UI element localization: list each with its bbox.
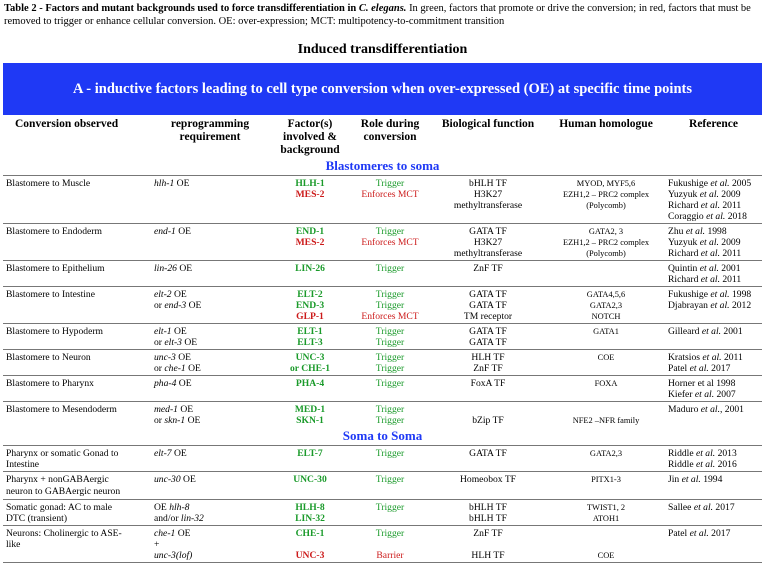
homologue-cell <box>547 402 665 428</box>
function-cell <box>429 261 547 287</box>
table-caption <box>4 2 761 28</box>
role-line: Trigger <box>375 448 405 459</box>
table-row <box>3 376 762 402</box>
factor-line <box>272 539 348 550</box>
reference-line: Richard et al. 2011 <box>668 248 742 259</box>
conversion-line: Pharynx + nonGABAergic <box>6 474 109 485</box>
data-table <box>3 115 762 563</box>
role-line: Trigger <box>375 404 405 415</box>
reference-cell <box>665 224 762 261</box>
factor-line: ELT-7 <box>297 448 323 459</box>
reference-line: Fukushige et al. 1998 <box>668 289 752 300</box>
function-cell <box>429 402 547 428</box>
requirement-line: lin-26 OE <box>154 263 193 274</box>
conversion-line: Blastomere to Mesendoderm <box>6 404 117 415</box>
homologue-line: GATA2,3 <box>589 449 623 458</box>
requirement-line: elt-2 OE <box>154 289 187 300</box>
requirement-line: med-1 OE <box>154 404 194 415</box>
factor-line: HLH-1 <box>295 178 325 189</box>
homologue-line: COE <box>597 353 615 362</box>
homologue-cell <box>547 224 665 261</box>
factor-line: SKN-1 <box>296 415 324 426</box>
function-cell <box>429 324 547 350</box>
reference-line: Patel et al. 2017 <box>668 528 731 539</box>
conversion-line: Intestine <box>6 459 40 470</box>
function-line: GATA TF <box>469 337 507 348</box>
reference-line: Fukushige et al. 2005 <box>668 178 752 189</box>
reference-line: Yuzyuk et al. 2009 <box>668 189 741 200</box>
reference-line: Djabrayan et al. 2012 <box>668 300 752 311</box>
conversion-cell <box>3 526 151 563</box>
role-line: Trigger <box>375 178 405 189</box>
requirement-line: unc-30 OE <box>154 474 196 485</box>
function-line: GATA TF <box>469 226 507 237</box>
factor-cell <box>269 472 351 487</box>
homologue-cell <box>547 324 665 350</box>
homologue-line: PITX1-3 <box>591 475 621 484</box>
category-banner: A - inductive factors leading to cell type conversion when over-expressed (OE) at specific time points <box>3 63 762 115</box>
homologue-line: NFE2 –NFR family <box>572 416 640 425</box>
table-row <box>3 224 762 261</box>
section-title-soma: Soma to Soma <box>342 428 423 443</box>
reference-line: Kratsios et al. 2011 <box>668 352 743 363</box>
reference-cell <box>665 402 762 428</box>
function-line: TM receptor <box>463 311 513 322</box>
requirement-line: or skn-1 OE <box>154 415 201 426</box>
factor-line: UNC-30 <box>293 474 327 485</box>
role-cell <box>351 526 429 563</box>
reference-line: Richard et al. 2011 <box>668 274 742 285</box>
factor-cell <box>269 376 351 402</box>
homologue-cell <box>547 287 665 324</box>
factor-line: GLP-1 <box>296 311 324 322</box>
function-line: ZnF TF <box>473 363 503 374</box>
homologue-cell <box>547 486 665 500</box>
homologue-cell <box>547 176 665 224</box>
role-cell <box>351 287 429 324</box>
function-cell <box>429 350 547 376</box>
col-header-reference: Reference <box>689 118 738 130</box>
role-cell <box>351 350 429 376</box>
table-row <box>3 486 762 500</box>
reference-cell <box>665 350 762 376</box>
factor-cell <box>269 176 351 224</box>
function-line: bHLH TF <box>469 513 507 524</box>
requirement-line: unc-3(lof) <box>154 550 193 561</box>
homologue-cell <box>547 500 665 526</box>
table-row <box>3 350 762 376</box>
function-cell <box>429 446 547 472</box>
role-cell <box>351 472 429 487</box>
homologue-line: (Polycomb) <box>586 249 626 258</box>
conversion-line: Neurons: Cholinergic to ASE- <box>6 528 122 539</box>
role-cell <box>351 261 429 287</box>
table-row <box>3 261 762 287</box>
reference-line: Maduro et al., 2001 <box>668 404 744 415</box>
reference-cell <box>665 486 762 500</box>
conversion-cell <box>3 324 151 350</box>
role-cell <box>351 324 429 350</box>
factor-line: MES-2 <box>295 237 325 248</box>
homologue-line: GATA1 <box>593 327 619 336</box>
requirement-cell <box>151 224 269 261</box>
factor-line: MES-2 <box>295 189 325 200</box>
requirement-line: pha-4 OE <box>154 378 192 389</box>
role-line: Barrier <box>376 550 404 561</box>
reference-line: Kiefer et al. 2007 <box>668 389 736 400</box>
function-line: GATA TF <box>469 448 507 459</box>
factor-line: CHE-1 <box>295 528 325 539</box>
caption-description: In green, factors that promote or drive the conversion; in red, factors that must be removed to trigger or enhance cellular conversion. OE: over-expression; MCT: multipotency-to-commitment transition <box>4 3 751 27</box>
reference-line: Riddle et al. 2016 <box>668 459 737 470</box>
requirement-line: end-1 OE <box>154 226 192 237</box>
function-line: bZip TF <box>472 415 504 426</box>
table-row <box>3 402 762 428</box>
conversion-line: Pharynx or somatic Gonad to <box>6 448 119 459</box>
role-cell <box>351 402 429 428</box>
reference-cell <box>665 526 762 563</box>
function-line: bHLH TF <box>469 502 507 513</box>
factor-line: LIN-32 <box>295 513 325 524</box>
homologue-line: GATA2, 3 <box>588 227 624 236</box>
conversion-cell <box>3 176 151 224</box>
reference-cell <box>665 287 762 324</box>
role-line: Enforces MCT <box>361 189 419 200</box>
reference-line: Gilleard et al. 2001 <box>668 326 743 337</box>
role-cell <box>351 486 429 500</box>
role-line: Trigger <box>375 300 405 311</box>
role-line: Trigger <box>375 528 405 539</box>
reference-line: Patel et al. 2017 <box>668 363 731 374</box>
col-header-requirement: reprogramming requirement <box>170 118 250 143</box>
section-title-blastomeres: Blastomeres to soma <box>325 158 440 173</box>
reference-line: Quintin et al. 2001 <box>668 263 741 274</box>
conversion-line: like <box>6 539 21 550</box>
function-line: methyltransferase <box>453 200 523 211</box>
conversion-line: DTC (transient) <box>6 513 68 524</box>
role-cell <box>351 224 429 261</box>
homologue-line: EZH1,2 – PRC2 complex <box>562 238 650 247</box>
reference-cell <box>665 261 762 287</box>
factor-cell <box>269 350 351 376</box>
col-header-conversion: Conversion observed <box>15 118 119 130</box>
reference-line: Zhu et al. 1998 <box>668 226 727 237</box>
requirement-line: hlh-1 OE <box>154 178 190 189</box>
factor-line: or CHE-1 <box>289 363 331 374</box>
requirement-line: che-1 OE <box>154 528 191 539</box>
role-line: Trigger <box>375 378 405 389</box>
homologue-line: (Polycomb) <box>586 201 626 210</box>
table-row <box>3 472 762 487</box>
header-row <box>3 115 762 157</box>
factor-line: END-1 <box>295 226 325 237</box>
reference-line: Sallee et al. 2017 <box>668 502 735 513</box>
requirement-cell <box>151 176 269 224</box>
conversion-line: Blastomere to Pharynx <box>6 378 94 389</box>
function-line: Homeobox TF <box>459 474 517 485</box>
factor-line: UNC-3 <box>295 550 325 561</box>
role-line: Trigger <box>375 289 405 300</box>
role-line: Trigger <box>375 502 405 513</box>
table-row <box>3 176 762 224</box>
conversion-line: neuron to GABAergic neuron <box>6 486 121 497</box>
role-line: Trigger <box>375 352 405 363</box>
requirement-line: or end-3 OE <box>154 300 202 311</box>
factor-line: ELT-1 <box>297 326 323 337</box>
requirement-line: elt-7 OE <box>154 448 187 459</box>
role-line: Enforces MCT <box>361 237 419 248</box>
homologue-cell <box>547 376 665 402</box>
factor-cell <box>269 526 351 563</box>
requirement-cell <box>151 402 269 428</box>
role-cell <box>351 376 429 402</box>
function-line: methyltransferase <box>453 248 523 259</box>
caption-species: C. elegans. <box>358 3 407 14</box>
function-line: H3K27 <box>473 189 503 200</box>
homologue-cell <box>547 526 665 563</box>
conversion-line: Blastomere to Muscle <box>6 178 91 189</box>
function-line: GATA TF <box>469 289 507 300</box>
factor-line: ELT-3 <box>297 337 323 348</box>
requirement-line: or elt-3 OE <box>154 337 198 348</box>
homologue-cell <box>547 350 665 376</box>
role-line: Trigger <box>375 363 405 374</box>
reference-cell <box>665 472 762 487</box>
function-line: HLH TF <box>471 550 505 561</box>
factor-line: MED-1 <box>294 404 326 415</box>
function-line: H3K27 <box>473 237 503 248</box>
homologue-line <box>550 528 662 539</box>
col-header-function: Biological function <box>441 118 535 130</box>
role-line: Trigger <box>375 337 405 348</box>
reference-line: Coraggio et al. 2018 <box>668 211 747 222</box>
factor-cell <box>269 446 351 472</box>
homologue-cell <box>547 446 665 472</box>
reference-line: Richard et al. 2011 <box>668 200 742 211</box>
conversion-line: Blastomere to Epithelium <box>6 263 105 274</box>
conversion-cell <box>3 350 151 376</box>
homologue-line: NOTCH <box>591 312 621 321</box>
factor-line: UNC-3 <box>295 352 325 363</box>
reference-cell <box>665 324 762 350</box>
function-line <box>432 404 544 415</box>
homologue-line: MYOD, MYF5,6 <box>576 179 636 188</box>
conversion-cell <box>3 486 151 500</box>
conversion-cell <box>3 402 151 428</box>
factor-cell <box>269 402 351 428</box>
col-header-factors: Factor(s) involved & background <box>280 118 340 156</box>
factor-cell <box>269 287 351 324</box>
factor-line: LIN-26 <box>295 263 325 274</box>
factor-line: ELT-2 <box>297 289 323 300</box>
factor-line: PHA-4 <box>295 378 325 389</box>
reference-line: Horner et al 1998 <box>668 378 736 389</box>
function-cell <box>429 176 547 224</box>
function-line: ZnF TF <box>473 263 503 274</box>
factor-line: END-3 <box>295 300 325 311</box>
role-cell <box>351 176 429 224</box>
table-row <box>3 287 762 324</box>
conversion-cell <box>3 287 151 324</box>
requirement-cell <box>151 350 269 376</box>
reference-cell <box>665 176 762 224</box>
factor-cell <box>269 324 351 350</box>
function-line <box>432 539 544 550</box>
role-line: Enforces MCT <box>361 311 419 322</box>
role-line: Trigger <box>375 226 405 237</box>
conversion-cell <box>3 261 151 287</box>
homologue-line <box>550 539 662 550</box>
requirement-line: elt-1 OE <box>154 326 187 337</box>
requirement-cell <box>151 526 269 563</box>
conversion-line: Blastomere to Hypoderm <box>6 326 103 337</box>
conversion-cell <box>3 224 151 261</box>
requirement-cell <box>151 287 269 324</box>
function-line: HLH TF <box>471 352 505 363</box>
requirement-cell <box>151 500 269 526</box>
requirement-cell <box>151 486 269 500</box>
role-line: Trigger <box>375 326 405 337</box>
function-cell <box>429 287 547 324</box>
reference-cell <box>665 446 762 472</box>
role-cell <box>351 446 429 472</box>
reference-line: Yuzyuk et al. 2009 <box>668 237 741 248</box>
caption-title: Table 2 - Factors and mutant backgrounds used to force transdifferentiation in <box>4 3 357 14</box>
table-row <box>3 500 762 526</box>
function-cell <box>429 472 547 487</box>
col-header-homologue: Human homologue <box>559 118 653 130</box>
col-header-role: Role during conversion <box>360 118 420 143</box>
function-cell <box>429 500 547 526</box>
requirement-cell <box>151 324 269 350</box>
homologue-line: EZH1,2 – PRC2 complex <box>562 190 650 199</box>
conversion-cell <box>3 472 151 487</box>
reference-cell <box>665 376 762 402</box>
role-cell <box>351 500 429 526</box>
reference-line: Jin et al. 1994 <box>668 474 723 485</box>
role-line: Trigger <box>375 263 405 274</box>
function-cell <box>429 376 547 402</box>
function-line: bHLH TF <box>469 178 507 189</box>
homologue-cell <box>547 472 665 487</box>
requirement-line: + <box>154 539 160 550</box>
conversion-line: Somatic gonad: AC to male <box>6 502 113 513</box>
requirement-cell <box>151 376 269 402</box>
requirement-line: OE hlh-8 <box>154 502 190 513</box>
requirement-line: and/or lin-32 <box>154 513 204 524</box>
function-cell <box>429 224 547 261</box>
homologue-line <box>550 404 662 415</box>
requirement-line: unc-3 OE <box>154 352 192 363</box>
conversion-line: Blastomere to Endoderm <box>6 226 102 237</box>
homologue-line: TWIST1, 2 <box>586 503 626 512</box>
homologue-line: COE <box>597 551 615 560</box>
role-line: Trigger <box>375 474 405 485</box>
requirement-cell <box>151 261 269 287</box>
function-line: ZnF TF <box>473 528 503 539</box>
conversion-cell <box>3 500 151 526</box>
reference-cell <box>665 500 762 526</box>
homologue-line: FOXA <box>594 379 618 388</box>
requirement-cell <box>151 472 269 487</box>
factor-line: HLH-8 <box>295 502 325 513</box>
reference-line: Riddle et al. 2013 <box>668 448 737 459</box>
conversion-cell <box>3 446 151 472</box>
conversion-cell <box>3 376 151 402</box>
conversion-line: Blastomere to Neuron <box>6 352 91 363</box>
factor-cell <box>269 500 351 526</box>
factor-cell <box>269 261 351 287</box>
role-line <box>354 539 426 550</box>
function-cell <box>429 486 547 500</box>
function-cell <box>429 526 547 563</box>
function-line: GATA TF <box>469 326 507 337</box>
conversion-line: Blastomere to Intestine <box>6 289 95 300</box>
table-row <box>3 526 762 563</box>
homologue-line: GATA2,3 <box>589 301 623 310</box>
function-line: FoxA TF <box>470 378 506 389</box>
homologue-cell <box>547 261 665 287</box>
homologue-line: GATA4,5,6 <box>586 290 626 299</box>
factor-cell <box>269 224 351 261</box>
table-row <box>3 324 762 350</box>
function-line: GATA TF <box>469 300 507 311</box>
factor-cell <box>269 486 351 500</box>
table-row <box>3 446 762 472</box>
role-line: Trigger <box>375 415 405 426</box>
requirement-line: or che-1 OE <box>154 363 201 374</box>
requirement-cell <box>151 446 269 472</box>
section-heading: Induced transdifferentiation <box>297 42 468 57</box>
homologue-line: ATOH1 <box>592 514 620 523</box>
